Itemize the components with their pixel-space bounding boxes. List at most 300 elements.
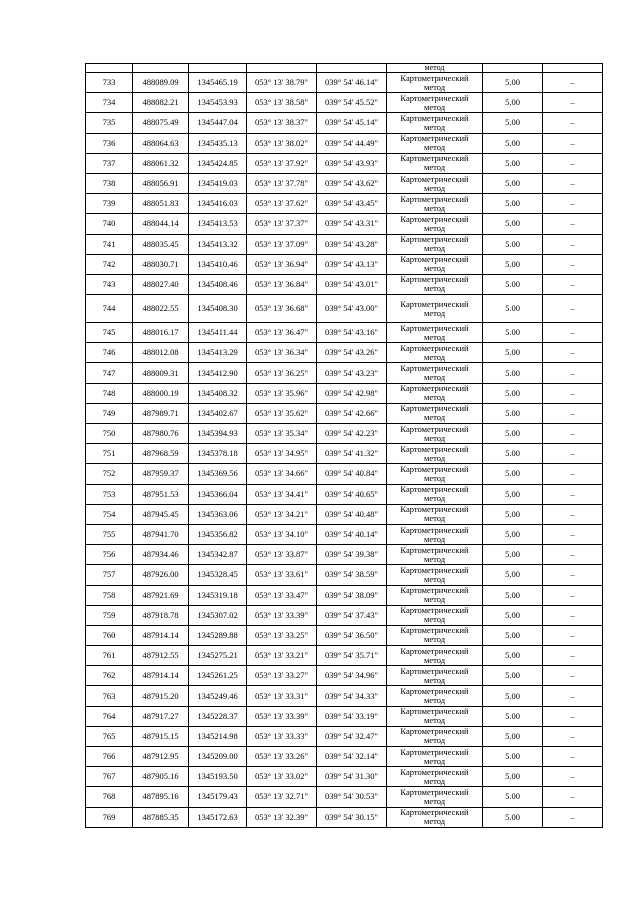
cell-y-coordinate: 1345369.56 — [189, 464, 247, 484]
table-row — [86, 343, 603, 363]
cell-accuracy: 5.00 — [483, 424, 543, 444]
cell-method — [387, 585, 483, 605]
cell-y-coordinate: 1345261.25 — [189, 666, 247, 686]
table-row — [86, 585, 603, 605]
cell-dash: – — [543, 747, 603, 767]
cell-point-number: 733 — [86, 73, 133, 93]
cell-y-coordinate: 1345413.53 — [189, 214, 247, 234]
method-line-1: Картометрический — [400, 383, 469, 394]
method-line-1: Картометрический — [400, 403, 469, 414]
cell-method — [387, 646, 483, 666]
cell-latitude: 053° 13' 33.25" — [247, 625, 317, 645]
cell-x-coordinate: 488016.17 — [133, 323, 189, 343]
cell-point-number: 743 — [86, 274, 133, 294]
cell-latitude: 053° 13' 32.71" — [247, 787, 317, 807]
cell-point-number: 749 — [86, 403, 133, 423]
method-line-2: метод — [423, 594, 446, 605]
table-row — [86, 666, 603, 686]
cell-x-coordinate: 488027.40 — [133, 274, 189, 294]
method-line-1: Картометрический — [400, 213, 469, 224]
method-line-2: метод — [423, 553, 446, 564]
cell-accuracy: 5.00 — [483, 464, 543, 484]
cell-longitude: 039° 54' 37.43" — [317, 605, 387, 625]
cell-y-coordinate: 1345366.04 — [189, 484, 247, 504]
cell-longitude: 039° 54' 30.15" — [317, 807, 387, 827]
cell-accuracy: 5.00 — [483, 726, 543, 746]
method-line-1: Картометрический — [400, 686, 469, 697]
cell-empty — [86, 64, 133, 73]
cell-x-coordinate: 487918.78 — [133, 605, 189, 625]
cell-longitude: 039° 54' 32.14" — [317, 747, 387, 767]
cell-method — [387, 153, 483, 173]
method-line-2: метод — [423, 372, 446, 383]
cell-point-number: 745 — [86, 323, 133, 343]
table-row — [86, 323, 603, 343]
method-line-1: Картометрический — [400, 72, 469, 83]
cell-accuracy: 5.00 — [483, 524, 543, 544]
cell-dash: – — [543, 545, 603, 565]
cell-latitude: 053° 13' 36.94" — [247, 254, 317, 274]
cell-longitude: 039° 54' 43.28" — [317, 234, 387, 254]
cell-longitude: 039° 54' 31.30" — [317, 767, 387, 787]
cell-accuracy: 5.00 — [483, 214, 543, 234]
method-line-1: Картометрический — [400, 423, 469, 434]
cell-x-coordinate: 487968.59 — [133, 444, 189, 464]
cell-accuracy: 5.00 — [483, 787, 543, 807]
cell-latitude: 053° 13' 34.95" — [247, 444, 317, 464]
cell-longitude: 039° 54' 30.53" — [317, 787, 387, 807]
cell-method — [387, 424, 483, 444]
cell-point-number: 740 — [86, 214, 133, 234]
method-line-1: Картометрический — [400, 342, 469, 353]
cell-latitude: 053° 13' 35.62" — [247, 403, 317, 423]
cell-point-number: 752 — [86, 464, 133, 484]
cell-method — [387, 545, 483, 565]
cell-y-coordinate: 1345435.13 — [189, 133, 247, 153]
cell-dash: – — [543, 194, 603, 214]
table-row — [86, 787, 603, 807]
cell-y-coordinate: 1345209.00 — [189, 747, 247, 767]
cell-dash: – — [543, 484, 603, 504]
cell-point-number: 769 — [86, 807, 133, 827]
cell-longitude: 039° 54' 43.23" — [317, 363, 387, 383]
method-line-2: метод — [423, 331, 446, 342]
method-line-2: метод — [423, 634, 446, 645]
cell-latitude: 053° 13' 37.62" — [247, 194, 317, 214]
cell-x-coordinate: 488000.19 — [133, 383, 189, 403]
method-line-1: Картометрический — [400, 92, 469, 103]
cell-empty — [189, 64, 247, 73]
cell-empty — [483, 64, 543, 73]
table-row — [86, 565, 603, 585]
cell-longitude: 039° 54' 39.38" — [317, 545, 387, 565]
cell-latitude: 053° 13' 36.68" — [247, 295, 317, 323]
cell-point-number: 746 — [86, 343, 133, 363]
cell-y-coordinate: 1345413.32 — [189, 234, 247, 254]
cell-longitude: 039° 54' 38.09" — [317, 585, 387, 605]
cell-dash: – — [543, 706, 603, 726]
cell-y-coordinate: 1345378.18 — [189, 444, 247, 464]
cell-latitude: 053° 13' 33.31" — [247, 686, 317, 706]
cell-dash: – — [543, 113, 603, 133]
cell-y-coordinate: 1345249.46 — [189, 686, 247, 706]
cell-dash: – — [543, 625, 603, 645]
table-row — [86, 383, 603, 403]
cell-x-coordinate: 487980.76 — [133, 424, 189, 444]
method-line-1: Картометрический — [400, 766, 469, 777]
table-row — [86, 464, 603, 484]
cell-latitude: 053° 13' 34.21" — [247, 504, 317, 524]
method-line-2: метод — [423, 432, 446, 443]
method-line-2: метод — [423, 513, 446, 524]
cell-y-coordinate: 1345394.93 — [189, 424, 247, 444]
table-row — [86, 444, 603, 464]
cell-latitude: 053° 13' 33.02" — [247, 767, 317, 787]
cell-point-number: 735 — [86, 113, 133, 133]
cell-y-coordinate: 1345228.37 — [189, 706, 247, 726]
method-line-2: метод — [423, 121, 446, 132]
table-row — [86, 545, 603, 565]
cell-accuracy: 5.00 — [483, 807, 543, 827]
cell-y-coordinate: 1345453.93 — [189, 93, 247, 113]
method-line-1: Картометрический — [400, 524, 469, 535]
method-line-1: Картометрический — [400, 564, 469, 575]
cell-latitude: 053° 13' 38.02" — [247, 133, 317, 153]
cell-point-number: 756 — [86, 545, 133, 565]
cell-latitude: 053° 13' 33.27" — [247, 666, 317, 686]
table-row — [86, 605, 603, 625]
cell-y-coordinate: 1345289.88 — [189, 625, 247, 645]
method-line-2: метод — [423, 533, 446, 544]
cell-dash: – — [543, 646, 603, 666]
method-line-1: Картометрический — [400, 807, 469, 818]
method-line-1: Картометрический — [400, 746, 469, 757]
cell-y-coordinate: 1345408.46 — [189, 274, 247, 294]
method-line-2: метод — [423, 816, 446, 827]
method-line-1: Картометрический — [400, 363, 469, 374]
cell-empty — [543, 64, 603, 73]
cell-point-number: 755 — [86, 524, 133, 544]
cell-y-coordinate: 1345408.32 — [189, 383, 247, 403]
method-line-1: Картометрический — [400, 706, 469, 717]
method-line-1: Картометрический — [400, 605, 469, 616]
table-row — [86, 173, 603, 193]
cell-dash: – — [543, 524, 603, 544]
cell-method — [387, 214, 483, 234]
cell-longitude: 039° 54' 46.14" — [317, 73, 387, 93]
cell-y-coordinate: 1345363.06 — [189, 504, 247, 524]
cell-dash: – — [543, 585, 603, 605]
cell-x-coordinate: 487905.16 — [133, 767, 189, 787]
cell-x-coordinate: 488056.91 — [133, 173, 189, 193]
cell-point-number: 758 — [86, 585, 133, 605]
method-line-2: метод — [423, 307, 446, 318]
cell-accuracy: 5.00 — [483, 234, 543, 254]
method-line-1: Картометрический — [400, 173, 469, 184]
cell-dash: – — [543, 565, 603, 585]
table-row — [86, 153, 603, 173]
cell-y-coordinate: 1345214.98 — [189, 726, 247, 746]
cell-x-coordinate: 488030.71 — [133, 254, 189, 274]
table-row — [86, 504, 603, 524]
cell-dash: – — [543, 787, 603, 807]
cell-longitude: 039° 54' 44.49" — [317, 133, 387, 153]
cell-y-coordinate: 1345307.02 — [189, 605, 247, 625]
cell-x-coordinate: 487917.27 — [133, 706, 189, 726]
cell-dash: – — [543, 214, 603, 234]
table-row — [86, 73, 603, 93]
cell-x-coordinate: 487926.00 — [133, 565, 189, 585]
method-line-2: метод — [423, 101, 446, 112]
cell-dash: – — [543, 133, 603, 153]
cell-latitude: 053° 13' 32.39" — [247, 807, 317, 827]
method-line-2: метод — [423, 412, 446, 423]
cell-latitude: 053° 13' 36.84" — [247, 274, 317, 294]
cell-accuracy: 5.00 — [483, 403, 543, 423]
cell-point-number: 736 — [86, 133, 133, 153]
table-body — [86, 64, 603, 828]
cell-dash: – — [543, 323, 603, 343]
cell-point-number: 766 — [86, 747, 133, 767]
method-line-2: метод — [423, 283, 446, 294]
cell-point-number: 739 — [86, 194, 133, 214]
cell-x-coordinate: 488051.83 — [133, 194, 189, 214]
cell-x-coordinate: 487912.55 — [133, 646, 189, 666]
cell-point-number: 742 — [86, 254, 133, 274]
cell-accuracy: 5.00 — [483, 73, 543, 93]
cell-latitude: 053° 13' 33.39" — [247, 605, 317, 625]
cell-longitude: 039° 54' 42.23" — [317, 424, 387, 444]
cell-accuracy: 5.00 — [483, 295, 543, 323]
cell-accuracy: 5.00 — [483, 93, 543, 113]
cell-accuracy: 5.00 — [483, 194, 543, 214]
cell-longitude: 039° 54' 43.45" — [317, 194, 387, 214]
method-line-2: метод — [423, 182, 446, 193]
cell-y-coordinate: 1345413.29 — [189, 343, 247, 363]
cell-accuracy: 5.00 — [483, 605, 543, 625]
method-line-2: метод — [423, 654, 446, 665]
cell-dash: – — [543, 343, 603, 363]
cell-y-coordinate: 1345419.03 — [189, 173, 247, 193]
table-row — [86, 686, 603, 706]
cell-method — [387, 726, 483, 746]
table-row — [86, 363, 603, 383]
cell-point-number: 744 — [86, 295, 133, 323]
cell-longitude: 039° 54' 34.33" — [317, 686, 387, 706]
cell-point-number: 734 — [86, 93, 133, 113]
cell-dash: – — [543, 444, 603, 464]
cell-x-coordinate: 487934.46 — [133, 545, 189, 565]
cell-point-number: 760 — [86, 625, 133, 645]
method-line-1: Картометрический — [400, 665, 469, 676]
cell-latitude: 053° 13' 38.58" — [247, 93, 317, 113]
cell-point-number: 763 — [86, 686, 133, 706]
cell-latitude: 053° 13' 33.26" — [247, 747, 317, 767]
cell-point-number: 751 — [86, 444, 133, 464]
cell-latitude: 053° 13' 37.37" — [247, 214, 317, 234]
cell-x-coordinate: 487914.14 — [133, 666, 189, 686]
cell-x-coordinate: 487921.69 — [133, 585, 189, 605]
cell-dash: – — [543, 807, 603, 827]
cell-latitude: 053° 13' 38.79" — [247, 73, 317, 93]
cell-dash: – — [543, 73, 603, 93]
cell-method — [387, 254, 483, 274]
method-line-2: метод — [423, 573, 446, 584]
cell-x-coordinate: 488035.45 — [133, 234, 189, 254]
cell-point-number: 747 — [86, 363, 133, 383]
cell-x-coordinate: 488044.14 — [133, 214, 189, 234]
cell-x-coordinate: 488022.55 — [133, 295, 189, 323]
cell-empty — [317, 64, 387, 73]
cell-y-coordinate: 1345416.03 — [189, 194, 247, 214]
cell-accuracy: 5.00 — [483, 383, 543, 403]
cell-x-coordinate: 487941.70 — [133, 524, 189, 544]
method-line-1: Картометрический — [400, 254, 469, 265]
cell-latitude: 053° 13' 34.66" — [247, 464, 317, 484]
cell-method — [387, 464, 483, 484]
cell-dash: – — [543, 295, 603, 323]
method-line-1: Картометрический — [400, 645, 469, 656]
cell-y-coordinate: 1345424.85 — [189, 153, 247, 173]
cell-x-coordinate: 487951.53 — [133, 484, 189, 504]
cell-method — [387, 383, 483, 403]
cell-method — [387, 113, 483, 133]
cell-dash: – — [543, 234, 603, 254]
cell-empty — [133, 64, 189, 73]
cell-latitude: 053° 13' 37.09" — [247, 234, 317, 254]
cell-dash: – — [543, 424, 603, 444]
table-row-partial — [86, 64, 603, 73]
method-line-2: метод — [423, 351, 446, 362]
table-row — [86, 113, 603, 133]
table-row — [86, 706, 603, 726]
cell-point-number: 762 — [86, 666, 133, 686]
cell-point-number: 738 — [86, 173, 133, 193]
cell-accuracy: 5.00 — [483, 545, 543, 565]
cell-method — [387, 295, 483, 323]
cell-method — [387, 444, 483, 464]
cell-longitude: 039° 54' 40.14" — [317, 524, 387, 544]
cell-accuracy: 5.00 — [483, 625, 543, 645]
cell-accuracy: 5.00 — [483, 504, 543, 524]
cell-y-coordinate: 1345447.04 — [189, 113, 247, 133]
cell-method — [387, 484, 483, 504]
cell-dash: – — [543, 93, 603, 113]
cell-method — [387, 605, 483, 625]
cell-longitude: 039° 54' 43.93" — [317, 153, 387, 173]
cell-method — [387, 234, 483, 254]
table-row — [86, 234, 603, 254]
cell-x-coordinate: 487959.37 — [133, 464, 189, 484]
cell-longitude: 039° 54' 45.14" — [317, 113, 387, 133]
cell-x-coordinate: 487989.71 — [133, 403, 189, 423]
cell-method — [387, 666, 483, 686]
method-line-1: Картометрический — [400, 322, 469, 333]
cell-longitude: 039° 54' 43.00" — [317, 295, 387, 323]
table-row — [86, 403, 603, 423]
cell-dash: – — [543, 173, 603, 193]
cell-y-coordinate: 1345411.44 — [189, 323, 247, 343]
cell-x-coordinate: 487915.20 — [133, 686, 189, 706]
cell-x-coordinate: 487945.45 — [133, 504, 189, 524]
table-row — [86, 726, 603, 746]
cell-point-number: 759 — [86, 605, 133, 625]
cell-longitude: 039° 54' 33.19" — [317, 706, 387, 726]
cell-method — [387, 73, 483, 93]
cell-latitude: 053° 13' 34.10" — [247, 524, 317, 544]
cell-latitude: 053° 13' 36.34" — [247, 343, 317, 363]
table-row — [86, 807, 603, 827]
table-row — [86, 424, 603, 444]
method-line-1: Картометрический — [400, 585, 469, 596]
cell-dash: – — [543, 605, 603, 625]
cell-longitude: 039° 54' 32.47" — [317, 726, 387, 746]
cell-longitude: 039° 54' 40.48" — [317, 504, 387, 524]
cell-latitude: 053° 13' 33.39" — [247, 706, 317, 726]
cell-point-number: 767 — [86, 767, 133, 787]
cell-x-coordinate: 487885.35 — [133, 807, 189, 827]
cell-x-coordinate: 488089.09 — [133, 73, 189, 93]
cell-method — [387, 173, 483, 193]
cell-latitude: 053° 13' 36.47" — [247, 323, 317, 343]
cell-latitude: 053° 13' 37.92" — [247, 153, 317, 173]
cell-x-coordinate: 487915.15 — [133, 726, 189, 746]
cell-accuracy: 5.00 — [483, 706, 543, 726]
cell-accuracy: 5.00 — [483, 484, 543, 504]
cell-latitude: 053° 13' 33.33" — [247, 726, 317, 746]
cell-latitude: 053° 13' 33.61" — [247, 565, 317, 585]
method-line-2: метод — [423, 392, 446, 403]
method-line-2: метод — [423, 222, 446, 233]
cell-x-coordinate: 488061.32 — [133, 153, 189, 173]
cell-y-coordinate: 1345410.46 — [189, 254, 247, 274]
cell-accuracy: 5.00 — [483, 133, 543, 153]
coordinates-table — [85, 63, 603, 828]
cell-accuracy: 5.00 — [483, 686, 543, 706]
cell-accuracy: 5.00 — [483, 173, 543, 193]
cell-longitude: 039° 54' 40.65" — [317, 484, 387, 504]
cell-accuracy: 5.00 — [483, 666, 543, 686]
cell-point-number: 754 — [86, 504, 133, 524]
cell-method — [387, 787, 483, 807]
cell-dash: – — [543, 254, 603, 274]
cell-dash: – — [543, 504, 603, 524]
table-row — [86, 625, 603, 645]
cell-method — [387, 565, 483, 585]
table-row — [86, 484, 603, 504]
cell-accuracy: 5.00 — [483, 767, 543, 787]
cell-y-coordinate: 1345172.63 — [189, 807, 247, 827]
table-row — [86, 194, 603, 214]
table-row — [86, 93, 603, 113]
cell-method — [387, 686, 483, 706]
cell-latitude: 053° 13' 35.96" — [247, 383, 317, 403]
method-line-1: Картометрический — [400, 786, 469, 797]
cell-dash: – — [543, 363, 603, 383]
cell-y-coordinate: 1345275.21 — [189, 646, 247, 666]
cell-longitude: 039° 54' 40.84" — [317, 464, 387, 484]
cell-point-number: 753 — [86, 484, 133, 504]
cell-longitude: 039° 54' 43.13" — [317, 254, 387, 274]
cell-method — [387, 524, 483, 544]
cell-y-coordinate: 1345342.87 — [189, 545, 247, 565]
cell-method — [387, 767, 483, 787]
cell-method — [387, 807, 483, 827]
cell-accuracy: 5.00 — [483, 153, 543, 173]
method-line-1: Картометрический — [400, 298, 469, 309]
method-line-1: Картометрический — [400, 443, 469, 454]
cell-longitude: 039° 54' 35.71" — [317, 646, 387, 666]
